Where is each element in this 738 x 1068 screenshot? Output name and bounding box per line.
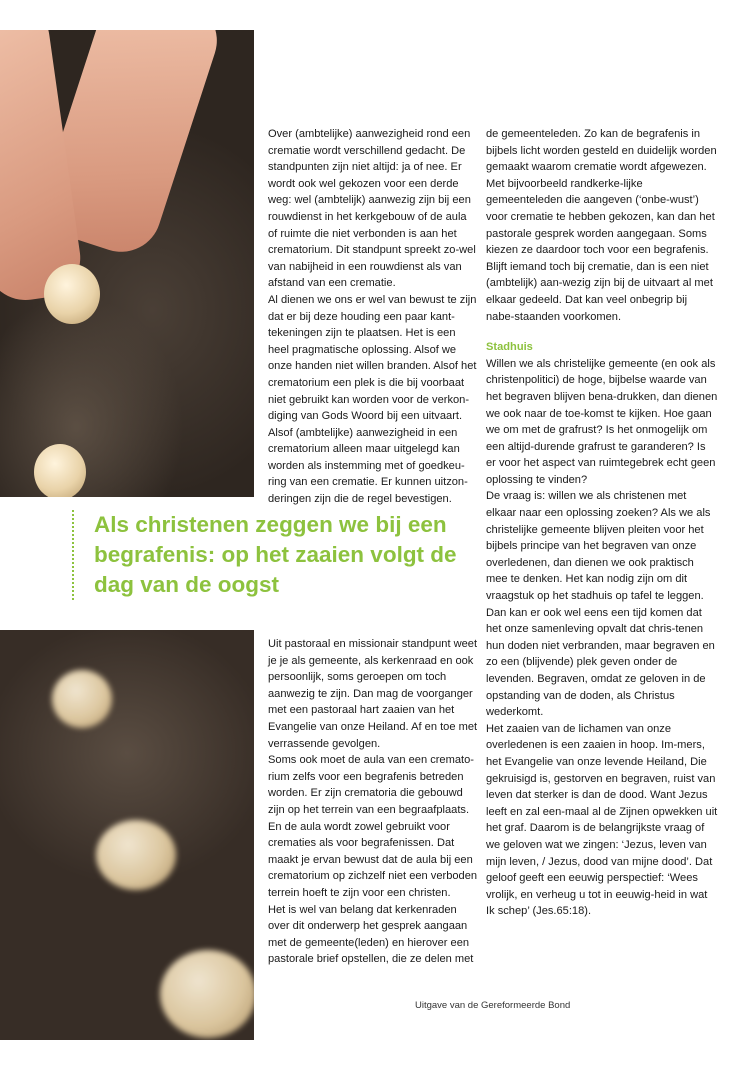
photo-seeds-in-soil xyxy=(0,630,254,1040)
seed xyxy=(44,264,100,324)
pull-quote-text: Als christenen zeggen we bij een begrafenis: op het zaaien volgt de dag van de oogst xyxy=(94,512,457,597)
article-column-1-bottom xyxy=(268,636,478,968)
seed xyxy=(160,950,254,1038)
paragraph: Al dienen we ons er wel van bewust te zijn dat er bij deze houding een paar kant-tekeningen zijn te plaatsen. Het is een heel pragmatische oplossing. Alsof we onze handen niet willen branden. Alsof het crematorium een plek is die bij voorbaat niet gebruikt kan worden voor de verkon-diging van Gods Woord bij een uitvaart. Alsof (ambtelijke) aanwezigheid in een crematorium alleen maar uitgelegd kan worden als instemming met of goedkeu-ring van een crematie. Er kunnen uitzon-deringen zijn die de regel bevestigen. xyxy=(268,293,477,506)
pull-quote xyxy=(72,510,474,600)
seed xyxy=(52,670,112,728)
paragraph: Over (ambtelijke) aanwezigheid rond een crematie wordt verschillend gedacht. De standpunten zijn niet altijd: ja of nee. Er wordt ook wel gekozen voor een derde weg: wel (ambtelijk) aanwezig zijn bij een rouwdienst in het kerkgebouw of de aula of ruimte die niet verbonden is aan het crematorium. Dit standpunt spreekt zo-wel van nabijheid in een rouwdienst als van afstand van een crematie. xyxy=(268,128,476,290)
paragraph: Willen we als christelijke gemeente (en ook als christenpolitici) de hoge, bijbelse waarde van het begraven blijven bena-drukken, dan dienen we ook naar de toe-komst te kijken. Hoe gaan we om met de grafrust? Is het onmogelijk om een altijd-durende grafrust te garanderen? Is er voor het aspect van ruimtegebrek echt geen oplossing te vinden? xyxy=(486,357,718,486)
paragraph: Het is wel van belang dat kerkenraden over dit onderwerp het gesprek aangaan met de gemeente(leden) en hierover een pastorale brief opstellen, die ze delen met xyxy=(268,903,474,966)
article-column-2 xyxy=(486,126,718,920)
paragraph: de gemeenteleden. Zo kan de begrafenis in bijbels licht worden gesteld en duidelijk worden gemaakt waarom crematie wordt afgewezen. Met bijvoorbeeld randkerke-lijke gemeenteleden die aangeven (‘onbe-wust’) voor crematie te hebben gekozen, kan dan het pastorale gesprek worden aangegaan. Soms kiezen ze daardoor toch voor een begrafenis. Blijft iemand toch bij crematie, dan is een niet (ambtelijk) aan-wezig zijn bij de uitvaart al met elkaar gedeeld. Dat kan veel onbegrip bij nabe-staanden voorkomen. xyxy=(486,128,717,323)
seed xyxy=(96,820,176,890)
article-column-1-top xyxy=(268,126,478,508)
section-heading: Stadhuis xyxy=(486,341,533,354)
paragraph: Dan kan er ook wel eens een tijd komen dat het onze samenleving opvalt dat chris-tenen hun doden niet verbranden, maar begraven en zo een (blijvende) plek geven onder de levenden. Begraven, omdat ze geloven in de opstanding van de doden, als Christus wederkomt. xyxy=(486,606,715,719)
paragraph: Het zaaien van de lichamen van onze overledenen is een zaaien in hoop. Im-mers, het Evangelie van onze levende Heiland, Die gekruisigd is, gestorven en begraven, ruist van leven dat sterker is dan de dood. Want Jezus leeft en zal een-maal al de Zijnen opwekken uit het graf. Daarom is de belangrijkste vraag of we geloven wat we zingen: ‘Jezus, leven van mijn leven, / Jezus, dood van mijne dood’. Dat geloof geeft een eeuwig perspectief: ‘Wees vrolijk, en verheug u tot in eeuwig-heid in wat Ik schep’ (Jes.65:18). xyxy=(486,722,718,918)
seed xyxy=(34,444,86,497)
paragraph: Uit pastoraal en missionair standpunt weet je je als gemeente, als kerkenraad en ook persoonlijk, soms geroepen om toch aanwezig te zijn. Dan mag de voorganger met een pastoraal hart zaaien van het Evangelie van onze Heiland. Af en toe met verrassende gevolgen. xyxy=(268,638,478,750)
paragraph: Soms ook moet de aula van een cremato-rium zelfs voor een begrafenis betreden worden. Er zijn crematoria die gebouwd zijn op het terrein van een begraafplaats. En de aula wordt zowel gebruikt voor crematies als voor begrafenissen. Dat maakt je ervan bewust dat de aula bij een crematorium op zichzelf niet een verboden terrein hoeft te zijn voor een christen. xyxy=(268,754,478,899)
paragraph: De vraag is: willen we als christenen met elkaar naar een oplossing zoeken? Als we als christelijke gemeente blijven pleiten voor het bijbels principe van het begraven van onze overledenen, dan dienen we ook praktisch mee te denken. Het kan nodig zijn om dit vraagstuk op het stadhuis op tafel te leggen. xyxy=(486,490,711,603)
photo-hand-sowing-seeds xyxy=(0,30,254,497)
publisher-footer: Uitgave van de Gereformeerde Bond xyxy=(415,1000,571,1011)
